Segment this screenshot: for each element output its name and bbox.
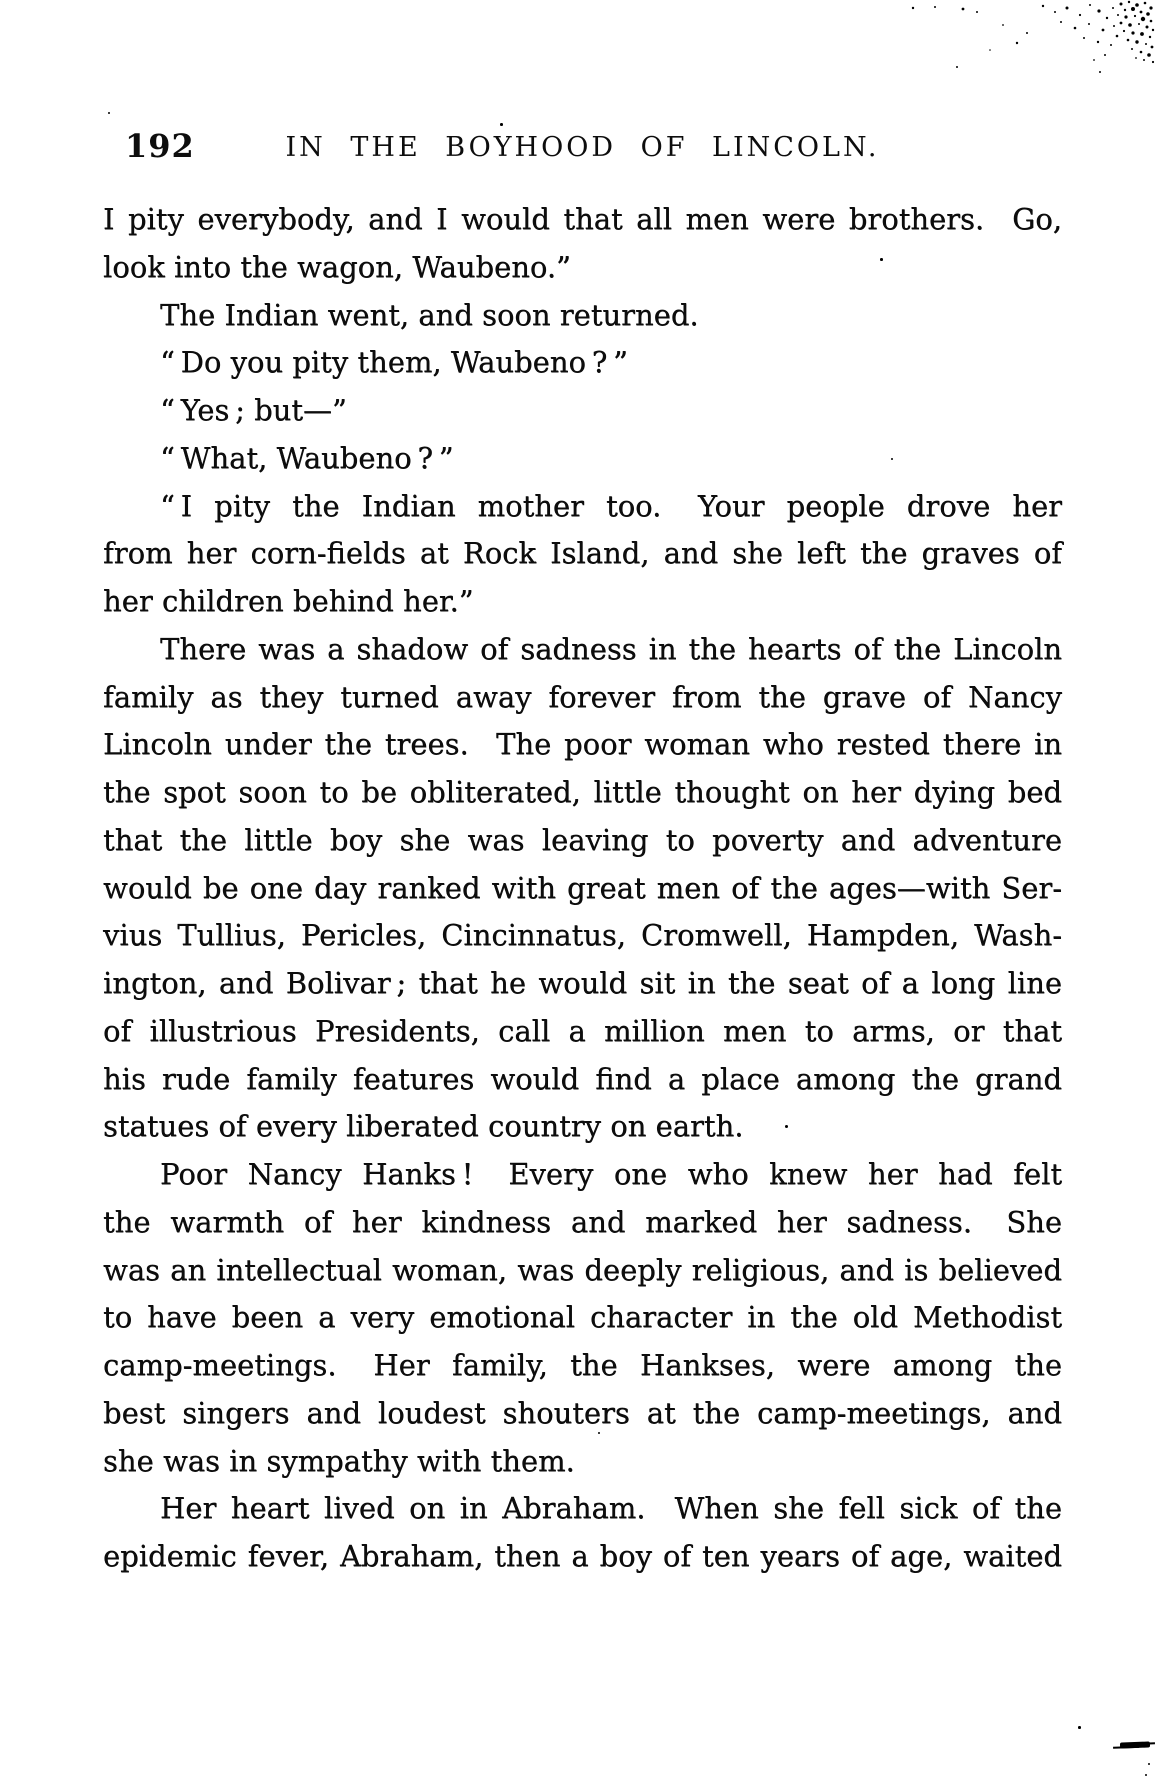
text-line: family as they turned away forever from the grave of Nancy bbox=[103, 679, 1062, 714]
text-line: camp-meetings. Her family, the Hankses, were among the bbox=[103, 1348, 1062, 1382]
text-line: There was a shadow of sadness in the hearts of the Lincoln bbox=[160, 631, 1062, 666]
scan-speck bbox=[1145, 1774, 1147, 1776]
text-line: she was in sympathy with them. bbox=[103, 1443, 575, 1478]
running-title: IN THE BOYHOOD OF LINCOLN. bbox=[285, 132, 880, 163]
text-line: statues of every liberated country on earth. bbox=[103, 1109, 744, 1144]
text-line: look into the wagon, Waubeno.” bbox=[103, 249, 571, 284]
text-line: Lincoln under the trees. The poor woman who rested there in bbox=[103, 727, 1062, 762]
text-line: “ Yes ; but—” bbox=[160, 393, 347, 427]
text-line: best singers and loudest shouters at the camp-meetings, and bbox=[103, 1395, 1062, 1430]
scan-speck bbox=[880, 258, 883, 261]
body-text bbox=[103, 196, 1062, 1581]
text-line: of illustrious Presidents, call a million men to arms, or that bbox=[103, 1013, 1062, 1048]
scan-speck bbox=[1148, 1763, 1150, 1765]
scan-speck bbox=[1078, 1726, 1081, 1729]
text-line: the warmth of her kindness and marked her sadness. She bbox=[103, 1204, 1062, 1239]
scan-speck bbox=[891, 458, 893, 460]
text-line: epidemic fever, Abraham, then a boy of ten years of age, waited bbox=[103, 1539, 1062, 1573]
text-line: The Indian went, and soon returned. bbox=[160, 297, 699, 332]
text-line: I pity everybody, and I would that all men were brothers. Go, bbox=[103, 202, 1062, 236]
scan-speck bbox=[500, 123, 503, 126]
scan-speck bbox=[598, 1432, 600, 1434]
page-header bbox=[103, 120, 1062, 165]
text-line: the spot soon to be obliterated, little thought on her dying bed bbox=[103, 775, 1062, 809]
text-line: that the little boy she was leaving to poverty and adventure bbox=[103, 822, 1062, 857]
text-line: “ Do you pity them, Waubeno ? ” bbox=[160, 345, 628, 380]
text-line: “ I pity the Indian mother too. Your people drove her bbox=[160, 488, 1062, 523]
text-line: from her corn-fields at Rock Island, and she left the graves of bbox=[103, 536, 1062, 571]
text-line: to have been a very emotional character in the old Methodist bbox=[103, 1300, 1062, 1335]
text-line: was an intellectual woman, was deeply religious, and is believed bbox=[103, 1252, 1062, 1287]
text-line: “ What, Waubeno ? ” bbox=[160, 440, 454, 475]
text-line: Poor Nancy Hanks ! Every one who knew her had felt bbox=[160, 1157, 1062, 1191]
scan-speck bbox=[108, 112, 110, 114]
scan-speck bbox=[785, 1125, 788, 1128]
text-line: her children behind her.” bbox=[103, 584, 474, 618]
text-line: would be one day ranked with great men of the ages—with Ser- bbox=[103, 870, 1062, 905]
page-number: 192 bbox=[125, 127, 195, 165]
text-line: his rude family features would find a place among the grand bbox=[103, 1061, 1062, 1096]
scan-artifact-dash bbox=[1120, 1741, 1150, 1748]
text-line: Her heart lived on in Abraham. When she fell sick of the bbox=[160, 1491, 1062, 1526]
text-line: ington, and Bolivar ; that he would sit in the seat of a long line bbox=[103, 966, 1062, 1000]
text-line: vius Tullius, Pericles, Cincinnatus, Cromwell, Hampden, Wash- bbox=[103, 918, 1062, 953]
